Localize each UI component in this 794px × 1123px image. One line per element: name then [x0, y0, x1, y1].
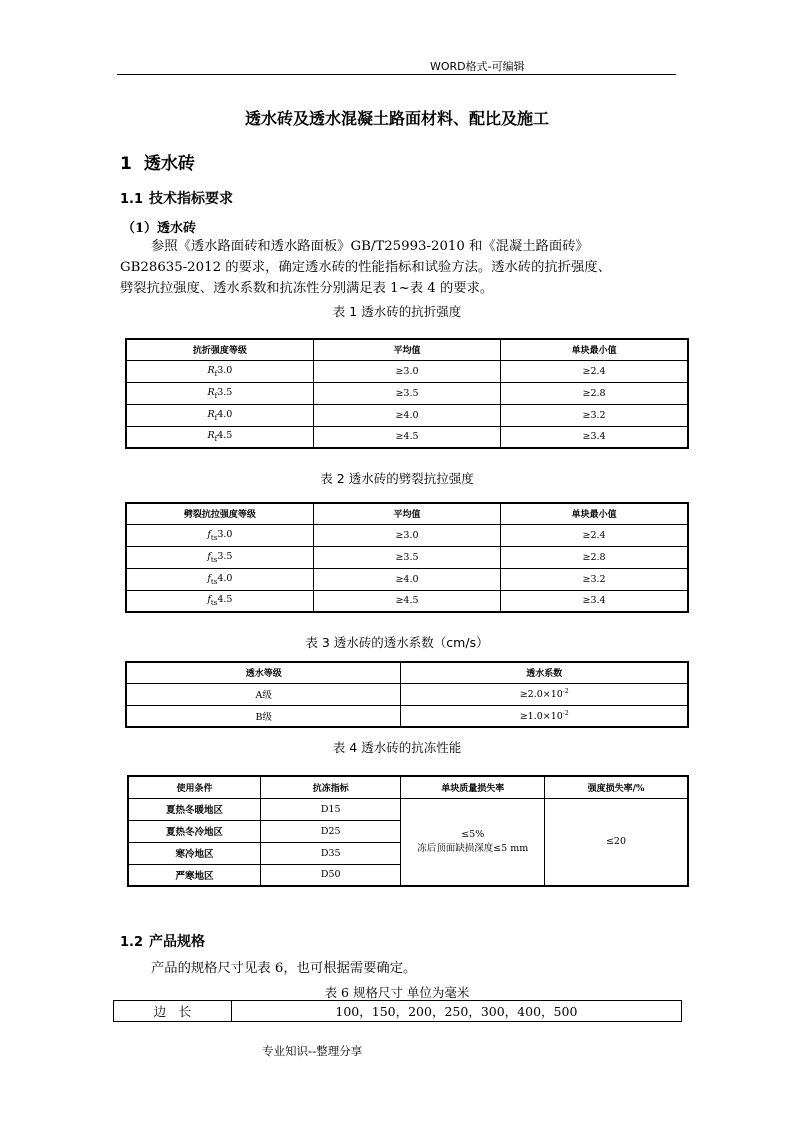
table-4 — [127, 775, 689, 887]
section-1-2-number: 1.2 — [120, 935, 144, 950]
table-1-min-cell: ≥2.8 — [501, 382, 688, 404]
table-row — [126, 705, 688, 727]
table-3-coef-cell: $\ge 1.0\times 10^{-2}$ — [401, 705, 688, 727]
table-2-grade-cell: $f_{ts}4.5$ — [126, 590, 313, 612]
table-row — [126, 426, 688, 448]
table-1-avg-cell: ≥4.5 — [313, 426, 500, 448]
table-4-condition-cell: 夏热冬冷地区 — [128, 820, 260, 842]
section-1-heading — [120, 149, 195, 174]
table-row — [128, 798, 688, 820]
table-row — [126, 404, 688, 426]
document-title: 透水砖及透水混凝土路面材料、配比及施工 — [244, 109, 549, 128]
table-2-caption: 表 2 透水砖的劈裂抗拉强度 — [320, 471, 474, 486]
table-1-header-avg: 平均值 — [313, 339, 500, 360]
table-3 — [125, 661, 689, 728]
table-1-header-grade: 抗折强度等级 — [126, 339, 313, 360]
table-6-caption: 表 6 规格尺寸 单位为毫米 — [324, 985, 470, 1000]
table-row — [126, 360, 688, 382]
table-4-condition-cell: 严寒地区 — [128, 864, 260, 886]
table-2-grade-cell: $f_{ts}3.5$ — [126, 546, 313, 568]
table-4-header-index: 抗冻指标 — [260, 776, 401, 798]
table-1-caption: 表 1 透水砖的抗折强度 — [332, 304, 462, 319]
table-4-index-cell: D35 — [260, 842, 401, 864]
table-2 — [125, 502, 689, 613]
spec-paragraph: 产品的规格尺寸见表 6，也可根据需要确定。 — [151, 961, 417, 976]
table-6-values-cell: 100，150，200，250，300，400，500 — [231, 1001, 681, 1022]
table-2-avg-cell: ≥4.0 — [313, 568, 500, 590]
table-4-index-cell: D25 — [260, 820, 401, 842]
table-2-min-cell: ≥2.8 — [501, 546, 688, 568]
table-2-grade-cell: $f_{ts}4.0$ — [126, 568, 313, 590]
table-3-grade-cell: A级 — [126, 683, 401, 705]
table-4-condition-cell: 夏热冬暖地区 — [128, 798, 260, 820]
table-2-avg-cell: ≥4.5 — [313, 590, 500, 612]
page-footer: 专业知识--整理分享 — [262, 1044, 363, 1058]
table-1 — [125, 338, 689, 449]
intro-line-2: GB28635-2012 的要求，确定透水砖的性能指标和试验方法。透水砖的抗折强度、 — [120, 260, 611, 275]
table-1-header-min: 单块最小值 — [501, 339, 688, 360]
table-1-avg-cell: ≥4.0 — [313, 404, 500, 426]
table-1-avg-cell: ≥3.5 — [313, 382, 500, 404]
section-1-1-number: 1.1 — [120, 192, 144, 207]
table-2-header-avg: 平均值 — [313, 503, 500, 524]
subsection-label: （1）透水砖 — [122, 221, 197, 236]
intro-line-1: 参照《透水路面砖和透水路面板》GB/T25993-2010 和《混凝土路面砖》 — [151, 239, 589, 254]
table-row — [126, 382, 688, 404]
section-1-title: 透水砖 — [143, 154, 195, 174]
table-4-caption: 表 4 透水砖的抗冻性能 — [332, 740, 462, 755]
table-4-header-mass-loss: 单块质量损失率 — [401, 776, 545, 798]
section-1-1-heading — [120, 188, 233, 208]
table-4-header-condition: 使用条件 — [128, 776, 260, 798]
table-2-avg-cell: ≥3.0 — [313, 524, 500, 546]
table-1-min-cell: ≥2.4 — [501, 360, 688, 382]
table-6-label-cell: 边 长 — [114, 1001, 232, 1022]
table-1-grade-cell: $R_f3.0$ — [126, 360, 313, 382]
table-3-header-grade: 透水等级 — [126, 662, 401, 683]
table-row — [114, 1001, 682, 1022]
table-4-condition-cell: 寒冷地区 — [128, 842, 260, 864]
table-row — [126, 546, 688, 568]
header-text: WORD格式-可编辑 — [430, 60, 525, 73]
table-row — [126, 683, 688, 705]
section-1-1-title: 技术指标要求 — [149, 191, 234, 207]
table-row — [126, 568, 688, 590]
intro-line-3: 劈裂抗拉强度、透水系数和抗冻性分别满足表 1~表 4 的要求。 — [120, 281, 494, 296]
table-4-index-cell: D15 — [260, 798, 401, 820]
table-row — [126, 590, 688, 612]
table-1-grade-cell: $R_f3.5$ — [126, 382, 313, 404]
section-1-2-heading — [120, 931, 205, 951]
table-3-header-coef: 透水系数 — [401, 662, 688, 683]
table-4-strength-loss-cell: ≤20 — [544, 798, 688, 886]
table-2-header-grade: 劈裂抗拉强度等级 — [126, 503, 313, 524]
section-1-2-title: 产品规格 — [149, 934, 206, 950]
table-2-min-cell: ≥3.2 — [501, 568, 688, 590]
table-2-min-cell: ≥3.4 — [501, 590, 688, 612]
table-1-min-cell: ≥3.2 — [501, 404, 688, 426]
table-3-grade-cell: B级 — [126, 705, 401, 727]
table-row — [126, 524, 688, 546]
intro-paragraph — [120, 236, 690, 299]
table-3-coef-cell: $\ge 2.0\times 10^{-2}$ — [401, 683, 688, 705]
table-4-mass-loss-cell: ≤5% 冻后顶面缺损深度≤5 mm — [401, 798, 545, 886]
page-header — [117, 57, 676, 75]
table-4-index-cell: D50 — [260, 864, 401, 886]
table-2-header-min: 单块最小值 — [501, 503, 688, 524]
table-4-header-strength-loss: 强度损失率/% — [544, 776, 688, 798]
section-1-number: 1 — [120, 154, 132, 174]
table-1-grade-cell: $R_f4.5$ — [126, 426, 313, 448]
table-2-min-cell: ≥2.4 — [501, 524, 688, 546]
table-1-avg-cell: ≥3.0 — [313, 360, 500, 382]
table-1-min-cell: ≥3.4 — [501, 426, 688, 448]
table-6 — [113, 1000, 682, 1022]
table-1-grade-cell: $R_f4.0$ — [126, 404, 313, 426]
table-3-caption: 表 3 透水砖的透水系数（cm/s） — [305, 635, 489, 650]
table-2-grade-cell: $f_{ts}3.0$ — [126, 524, 313, 546]
table-2-avg-cell: ≥3.5 — [313, 546, 500, 568]
